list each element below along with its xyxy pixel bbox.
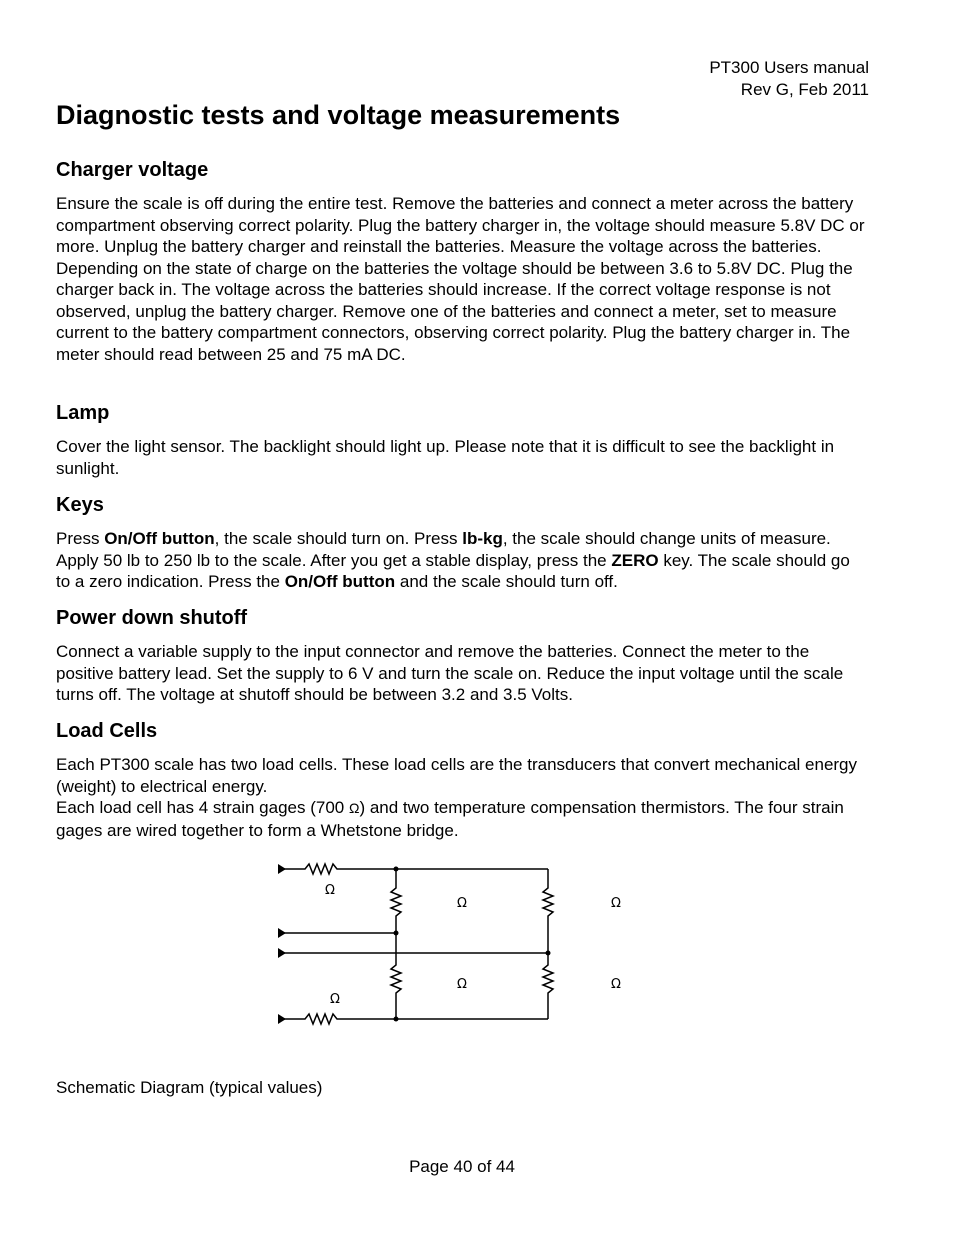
resistor-left-lower — [391, 953, 401, 1019]
header-manual-name: PT300 Users manual — [709, 58, 869, 77]
resistor-bottom-input — [282, 1014, 396, 1024]
power-text: Connect a variable supply to the input connector and remove the batteries. Connect the meter to the positive battery lead. Set the supply to 6 V and turn the scale on. Reduce the input voltage until the scale turns off. The voltage at shutoff should be between 3.2 and 3.5 Volts. — [56, 642, 844, 704]
resistor-right-upper — [543, 869, 553, 953]
keys-onoff-2: On/Off button — [284, 572, 396, 591]
keys-text-2: , the scale should turn on. Press — [214, 529, 463, 548]
charger-heading: Charger voltage — [56, 159, 209, 181]
arrow-input-1 — [278, 864, 286, 874]
wheatstone-bridge-schematic — [270, 855, 650, 1035]
power-heading: Power down shutoff — [56, 607, 248, 629]
page-number: Page 40 of 44 — [409, 1157, 515, 1176]
lamp-text: Cover the light sensor. The backlight should light up. Please note that it is difficult to see the backlight in sunlight. — [56, 437, 835, 478]
keys-text-3: , the scale should change units of measure. Apply 50 lb to 250 lb to the scale. After you get a stable display, press the — [56, 529, 831, 570]
page-title: Diagnostic tests and voltage measurements — [56, 100, 621, 130]
keys-lbkg: lb-kg — [462, 529, 503, 548]
arrow-input-2 — [278, 928, 286, 938]
ohm-label: Ω — [611, 896, 621, 911]
keys-text-1: Press — [56, 529, 105, 548]
arrow-input-3 — [278, 948, 286, 958]
ohm-label: Ω — [330, 992, 340, 1007]
section-power-down — [56, 605, 866, 706]
lamp-heading: Lamp — [56, 402, 110, 424]
ohm-label: Ω — [457, 977, 467, 992]
header-revision: Rev G, Feb 2011 — [740, 80, 869, 99]
arrow-input-4 — [278, 1014, 286, 1024]
resistor-top-input — [282, 864, 396, 874]
charger-text: Ensure the scale is off during the entire test. Remove the batteries and connect a meter across the battery compartment observing correct polarity. Plug the battery charger in, the voltage should measure 5.8V DC or more. Unplug the battery charger and reinstall the batteries. Measure the voltage across the batteries. Depending on the state of charge on the batteries the voltage should be between 3.6 to 5.8V DC. Plug the charger back in. The voltage across the batteries should increase. If the correct voltage response is not observed, unplug the battery charger. Remove one of the batteries and connect a meter, set to measure current to the battery compartment connectors, observing correct polarity. Plug the battery charger in. The meter should read between 25 and 75 mA DC. — [56, 194, 865, 364]
junction-dot — [394, 931, 399, 936]
keys-text — [56, 528, 866, 593]
resistor-left-upper — [391, 869, 401, 953]
keys-text-4: key. The scale should go to a zero indication. Press the — [56, 550, 850, 591]
ohm-label: Ω — [325, 883, 335, 898]
section-load-cells — [56, 718, 866, 841]
junction-dot — [394, 867, 399, 872]
keys-onoff-1: On/Off button — [104, 529, 215, 548]
keys-zero: ZERO — [611, 550, 659, 570]
resistor-right-lower — [543, 953, 553, 1019]
section-keys — [56, 492, 866, 593]
loadcells-heading: Load Cells — [56, 720, 158, 742]
loadcells-text-2 — [56, 797, 866, 841]
keys-heading: Keys — [56, 494, 104, 516]
section-charger-voltage — [56, 157, 866, 365]
keys-text-5: and the scale should turn off. — [395, 572, 618, 591]
junction-dot — [394, 1017, 399, 1022]
loadcells-text-2b: ) and two temperature compensation thermistors. The four strain gages are wired together to form a Whetstone bridge. — [56, 798, 844, 840]
ohm-symbol: Ω — [348, 800, 360, 816]
loadcells-text-2a: Each load cell has 4 strain gages (700 — [56, 798, 349, 817]
document-header — [709, 57, 869, 101]
figure-caption: Schematic Diagram (typical values) — [56, 1078, 323, 1097]
junction-dot — [546, 951, 551, 956]
section-lamp — [56, 400, 866, 479]
ohm-label: Ω — [611, 977, 621, 992]
ohm-label: Ω — [457, 896, 467, 911]
loadcells-text-1: Each PT300 scale has two load cells. These load cells are the transducers that convert mechanical energy (weight) to electrical energy. — [56, 755, 858, 796]
